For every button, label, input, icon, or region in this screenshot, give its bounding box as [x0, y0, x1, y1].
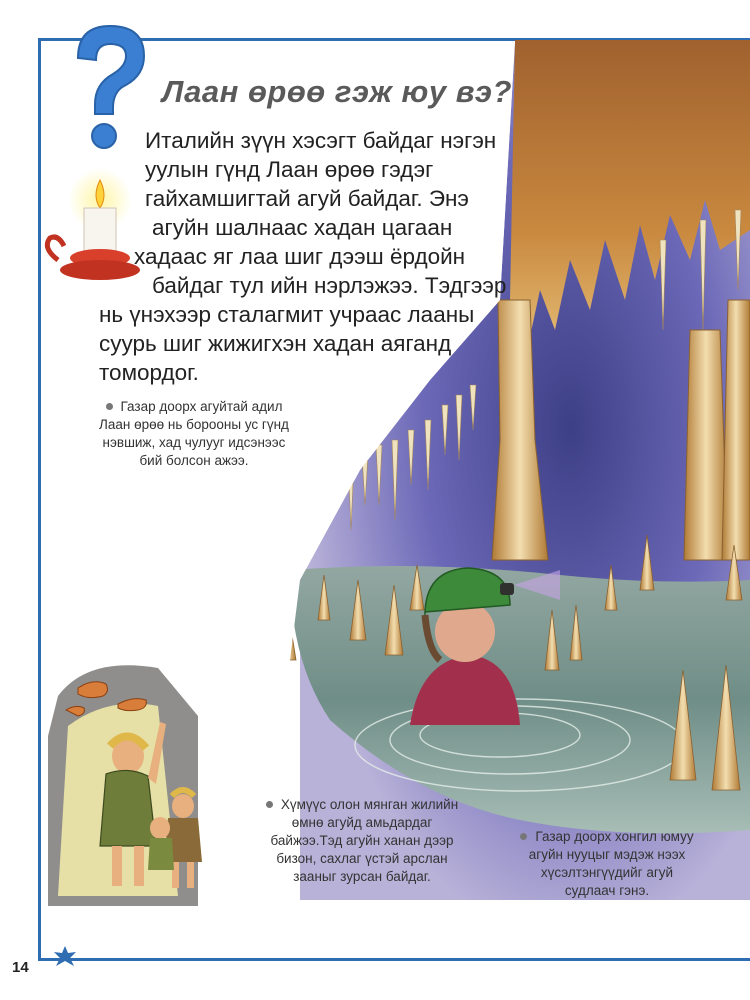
- cave-people-illustration: [48, 656, 248, 906]
- note-line: байжээ.Тэд агуйн ханан дээр: [270, 833, 454, 848]
- intro-line: суурь шиг жижигхэн хадан аяганд: [99, 331, 452, 356]
- intro-line: агуйн шалнаас хадан цагаан: [152, 215, 453, 240]
- note-line: хүсэлтэнгүүдийг агуй: [540, 865, 674, 880]
- note-line: өмнө агуйд амьдардаг: [291, 815, 433, 830]
- bullet-icon: [106, 403, 113, 410]
- leaf-icon: [52, 944, 78, 968]
- intro-line: байдаг тул ийн нэрлэжээ. Тэдгээр: [152, 273, 507, 298]
- intro-line: Италийн зүүн хэсэгт байдаг нэгэн: [145, 128, 497, 153]
- note-line: зааныг зурсан байдаг.: [293, 869, 431, 884]
- note-line: Газар доорх агуйтай адил: [78, 398, 310, 416]
- page-title: Лаан өрөө гэж юу вэ?: [162, 74, 512, 109]
- intro-line: нь үнэхээр сталагмит учраас лааны: [99, 302, 475, 327]
- bullet-icon: [520, 833, 527, 840]
- note-line: агуйн нууцыг мэдэж нээх: [528, 847, 686, 862]
- question-mark-icon: [58, 18, 158, 158]
- note-caver: [502, 828, 712, 900]
- note-line: судлаач гэнэ.: [564, 883, 650, 898]
- bullet-icon: [266, 801, 273, 808]
- intro-line: уулын гүнд Лаан өрөө гэдэг: [145, 157, 434, 182]
- intro-line: гайхамшигтай агуй байдаг. Энэ: [145, 186, 469, 211]
- intro-line: хадаас яг лаа шиг дээш ёрдойн: [134, 244, 466, 269]
- note-line: бизон, сахлаг үстэй арслан: [276, 851, 448, 866]
- note-line: Хүмүүс олон мянган жилийн: [256, 796, 468, 814]
- intro-line: томордог.: [99, 360, 199, 385]
- note-line: нэвшиж, хад чулууг идсэнээс: [102, 435, 286, 450]
- note-line: Лаан өрөө нь борооны ус гүнд: [99, 417, 289, 432]
- note-ancient-people: [256, 796, 468, 886]
- note-formation: [78, 398, 310, 470]
- note-line: Газар доорх хонгил юмуу: [502, 828, 712, 846]
- page-number: 14: [12, 959, 29, 976]
- note-line: бий болсон ажээ.: [139, 453, 249, 468]
